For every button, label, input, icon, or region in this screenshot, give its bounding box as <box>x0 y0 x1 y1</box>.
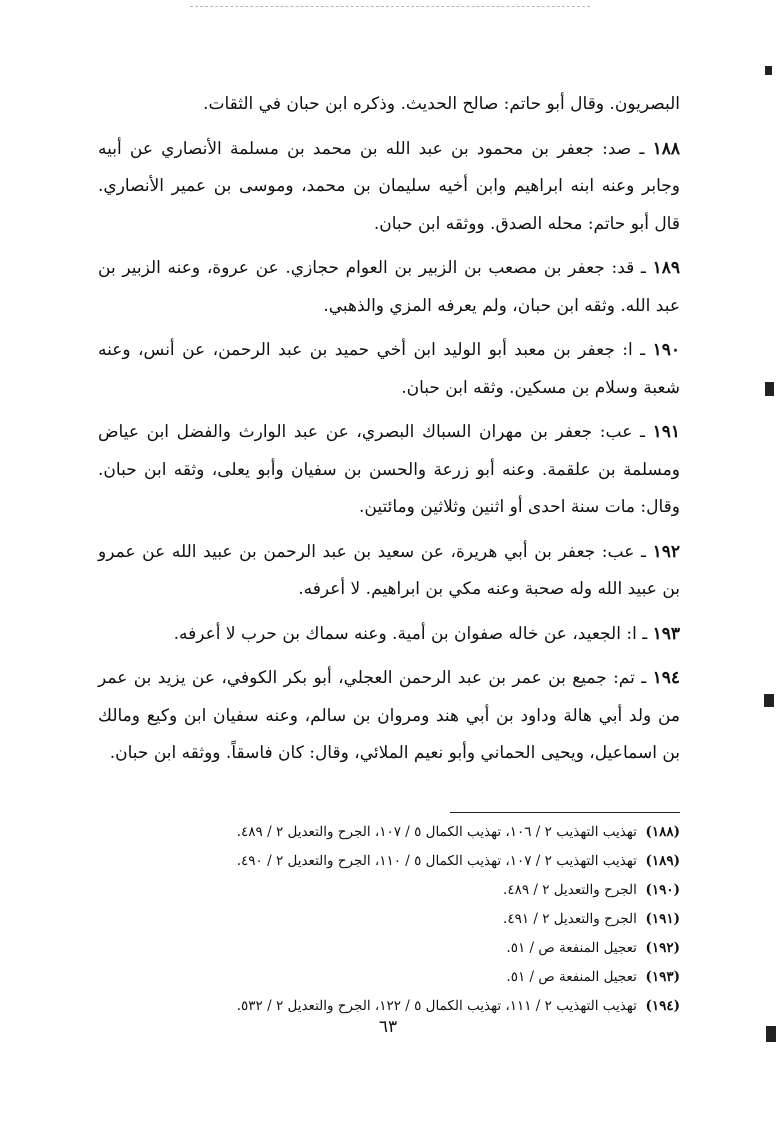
scan-mark <box>764 694 774 707</box>
footnote-text: تهذيب التهذيب ٢ / ١٠٦، تهذيب الكمال ٥ / ١٠٧، الجرح والتعديل ٢ / ٤٨٩. <box>236 824 637 840</box>
footnote-text: تهذيب التهذيب ٢ / ١٠٧، تهذيب الكمال ٥ / ١١٠، الجرح والتعديل ٢ / ٤٩٠. <box>236 853 637 869</box>
entry-188 <box>98 131 680 244</box>
footnote <box>98 905 680 934</box>
entry-number: ١٩٢ <box>652 541 680 562</box>
entry-text: ـ عب: جعفر بن مهران السباك البصري، عن عبد الوارث والفضل ابن عياض ومسلمة بن علقمة. وعنه أبو زرعة والحسن بن سفيان وأبو يعلى، وثقه ابن حبان. وقال: مات سنة احدى أو اثنين وثلاثين ومائتين. <box>98 422 680 517</box>
footnote-text: تهذيب التهذيب ٢ / ١١١، تهذيب الكمال ٥ / ١٢٢، الجرح والتعديل ٢ / ٥٣٢. <box>236 998 637 1014</box>
scan-top-edge <box>190 6 590 7</box>
entry-192 <box>98 534 680 609</box>
footnote <box>98 934 680 963</box>
entry-text: ـ ا: جعفر بن معبد أبو الوليد ابن أخي حميد بن عبد الرحمن، عن أنس، وعنه شعبة وسلام بن مسكين. وثقه ابن حبان. <box>98 340 680 398</box>
footnote <box>98 847 680 876</box>
footnote-number: (١٨٩) <box>645 853 680 869</box>
scan-mark <box>765 382 774 396</box>
entry-number: ١٩٠ <box>652 340 680 360</box>
scan-mark <box>765 66 772 75</box>
entry-text: ـ عب: جعفر بن أبي هريرة، عن سعيد بن عبد الرحمن بن عبيد الله عن عمرو بن عبيد الله وله صحبة وعنه مكي بن ابراهيم. لا أعرفه. <box>98 541 680 599</box>
entry-text: ـ صد: جعفر بن محمود بن عبد الله بن محمد بن مسلمة الأنصاري عن أبيه وجابر وعنه ابنه ابراهيم وابن أخيه سليمان بن محمد، وموسى بن عمير الأنصاري. قال أبو حاتم: محله الصدق. ووثقه ابن حبان. <box>98 138 680 234</box>
entry-number: ١٨٩ <box>652 258 680 278</box>
footnote-number: (١٩٤) <box>645 998 680 1014</box>
entry-190 <box>98 332 680 407</box>
continuation-paragraph: البصريون. وقال أبو حاتم: صالح الحديث. وذكره ابن حبان في الثقات. <box>203 94 680 114</box>
main-text <box>98 86 680 780</box>
footnote-number: (١٩١) <box>645 911 680 927</box>
footnote-text: تعجيل المنفعة ص / ٥١. <box>506 969 637 985</box>
entry-189 <box>98 250 680 325</box>
entry-number: ١٩١ <box>652 422 680 442</box>
footnote-text: الجرح والتعديل ٢ / ٤٩١. <box>503 911 637 927</box>
footnote-number: (١٨٨) <box>645 824 680 840</box>
footnote-text: الجرح والتعديل ٢ / ٤٨٩. <box>503 882 637 898</box>
entry-194 <box>98 660 680 773</box>
footnote-separator <box>450 812 680 813</box>
entry-text: ـ تم: جميع بن عمر بن عبد الرحمن العجلي، أبو بكر الكوفي، عن يزيد بن عمر من ولد أبي هالة وداود بن أبي هند ومروان بن سالم، وعنه سفيان ابن وكيع ومالك بن اسماعيل، ويحيى الحماني وأبو نعيم الملائي، وقال: كان فاسقاً. ووثقه ابن حبان. <box>98 668 680 763</box>
entry-number: ١٨٨ <box>652 138 680 159</box>
entry-number: ١٩٤ <box>652 668 680 688</box>
footnote <box>98 818 680 847</box>
footnote-number: (١٩٠) <box>645 882 680 898</box>
entry-text: ـ ا: الجعيد، عن خاله صفوان بن أمية. وعنه سماك بن حرب لا أعرفه. <box>173 623 653 644</box>
footnote-text: تعجيل المنفعة ص / ٥١. <box>506 940 637 956</box>
entry-191 <box>98 414 680 527</box>
footnote <box>98 963 680 992</box>
footnote <box>98 876 680 905</box>
page-number: ٦٣ <box>378 1017 398 1037</box>
entry-text: ـ قد: جعفر بن مصعب بن الزبير بن العوام حجازي. عن عروة، وعنه الزبير بن عبد الله. وثقه ابن حبان، ولم يعرفه المزي والذهبي. <box>98 258 680 316</box>
entry-193 <box>98 616 680 654</box>
footnote-number: (١٩٣) <box>645 969 680 985</box>
entry-number: ١٩٣ <box>652 623 680 644</box>
footnote-number: (١٩٢) <box>645 940 680 956</box>
footnotes <box>98 818 680 1021</box>
